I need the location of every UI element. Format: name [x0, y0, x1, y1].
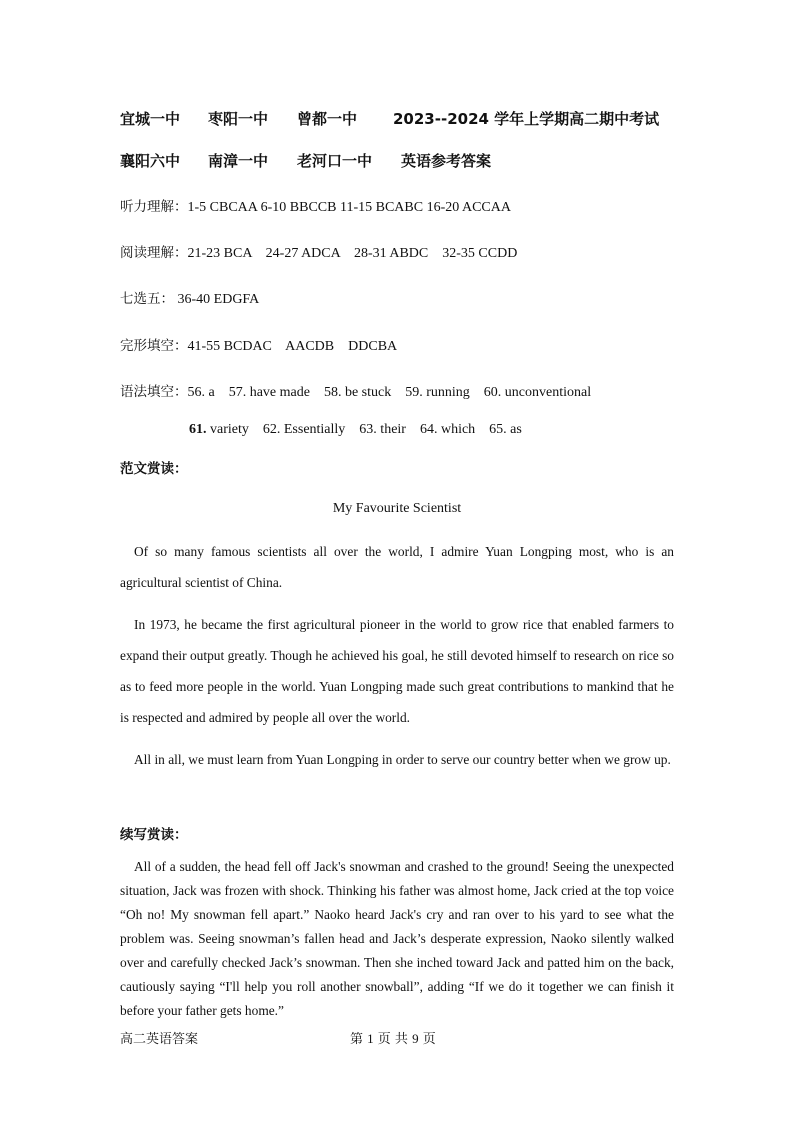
essay-paragraph: All in all, we must learn from Yuan Longping in order to serve our country better when we grow up. [134, 752, 671, 767]
section-label: 语法填空： [120, 384, 188, 400]
essay-title: My Favourite Scientist [332, 501, 462, 516]
answer-value: 21-23 BCA 24-27 ADCA 28-31 ABDC 32-35 CCDD [187, 246, 518, 261]
answer-value: 41-55 BCDAC AACDB DDCBA [187, 339, 398, 354]
section-label: 完形填空： [120, 338, 188, 354]
answer-value: 36-40 EDGFA [174, 292, 260, 307]
section-label: 阅读理解： [120, 245, 188, 261]
section-label: 七选五： [120, 291, 174, 307]
answer-number: 61. [189, 422, 207, 437]
answer-key-title: 英语参考答案 [401, 152, 492, 170]
reading-answers [120, 241, 517, 262]
grammar-answers [120, 380, 591, 401]
continuation-heading: 续写赏读： [120, 827, 188, 843]
listening-answers [120, 195, 511, 216]
model-essay-heading: 范文赏读： [120, 461, 188, 477]
continuation-paragraph: All of a sudden, the head fell off Jack's snowman and crashed to the ground! Seeing the unexpected situation, Jack was frozen with shock. Thinking his father was almost home, Jack cried at the top voice “Oh no! My snowman fell apart.” Naoko heard Jack's cry and ran over to his yard to see what the problem was. Seeing snowman’s fallen head and Jack’s desperate expression, Naoko silently walked over and carefully checked Jack’s snowman. Then she inched toward Jack and patted him on the back, cautiously saying “I'll help you roll another snowball”, adding “If we do it together we can finish it before your father gets home.” [120, 859, 674, 1018]
page-number: 第 1 页 共 9 页 [350, 1031, 436, 1047]
seven-choice-answers [120, 287, 259, 308]
section-label: 听力理解： [120, 199, 188, 215]
answer-value: 56. a 57. have made 58. be stuck 59. running 60. unconventional [187, 385, 592, 400]
answer-value: 1-5 CBCAA 6-10 BBCCB 11-15 BCABC 16-20 ACCAA [187, 200, 511, 215]
essay-paragraph: Of so many famous scientists all over the world, I admire Yuan Longping most, who is an agricultural scientist of China. [120, 544, 674, 590]
answer-value: variety 62. Essentially 63. their 64. which 65. as [206, 422, 522, 437]
school-name: 宜城一中 [120, 110, 181, 128]
footer-left: 高二英语答案 [120, 1032, 199, 1047]
exam-title: 2023--2024 学年上学期高二期中考试 [393, 110, 660, 128]
school-name: 南漳一中 [208, 152, 269, 170]
essay-paragraph: In 1973, he became the first agricultural pioneer in the world to grow rice that enabled farmers to expand their output greatly. Though he achieved his goal, he still devoted himself to research on rice so as to feed more people in the world. Yuan Longping made such great contributions to mankind that he is respected and admired by people all over the world. [120, 617, 674, 725]
grammar-answers-cont [189, 422, 522, 438]
school-name: 曾都一中 [297, 110, 358, 128]
school-name: 襄阳六中 [120, 152, 181, 170]
cloze-answers [120, 334, 397, 355]
school-name: 枣阳一中 [208, 110, 269, 128]
school-name: 老河口一中 [297, 152, 373, 170]
